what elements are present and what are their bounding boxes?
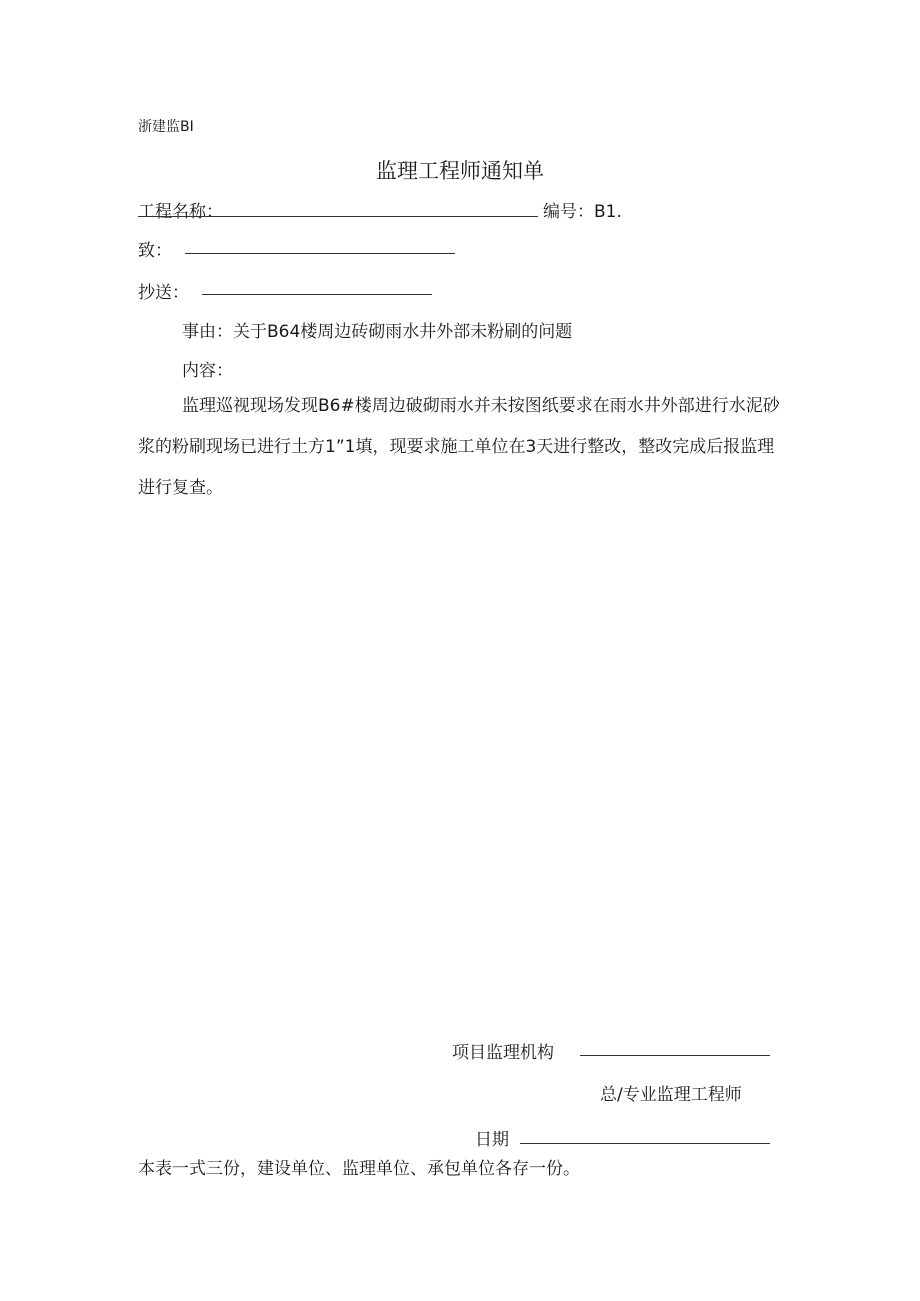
- cc-label: 抄送：: [138, 283, 189, 303]
- project-name-label: 工程名称：: [138, 202, 223, 222]
- project-name-underline: [138, 216, 538, 217]
- org-label: 项目监理机构: [452, 1043, 554, 1063]
- to-underline: [185, 253, 455, 254]
- content-body-text: 监理巡视现场发现B6#楼周边破砌雨水并未按图纸要求在雨水井外部进行水泥砂浆的粉刷现场已进行土方1”1填，现要求施工单位在3天进行整改，整改完成后报监理进行复查。: [138, 396, 780, 498]
- page-title: 监理工程师通知单: [376, 159, 544, 183]
- content-label: 内容：: [182, 361, 233, 381]
- number-label: 编号：B1.: [543, 202, 622, 222]
- subject-line: 事由：关于B64楼周边砖砌雨水井外部未粉刷的问题: [182, 322, 573, 342]
- form-code: 浙建监BI: [138, 119, 194, 135]
- content-body: [138, 386, 790, 509]
- date-label: 日期: [475, 1130, 509, 1150]
- footer-note: 本表一式三份，建设单位、监理单位、承包单位各存一份。: [138, 1159, 580, 1179]
- org-underline: [580, 1055, 770, 1056]
- engineer-label: 总/专业监理工程师: [600, 1085, 742, 1105]
- to-label: 致：: [138, 241, 172, 261]
- date-underline: [520, 1143, 770, 1144]
- cc-underline: [202, 294, 432, 295]
